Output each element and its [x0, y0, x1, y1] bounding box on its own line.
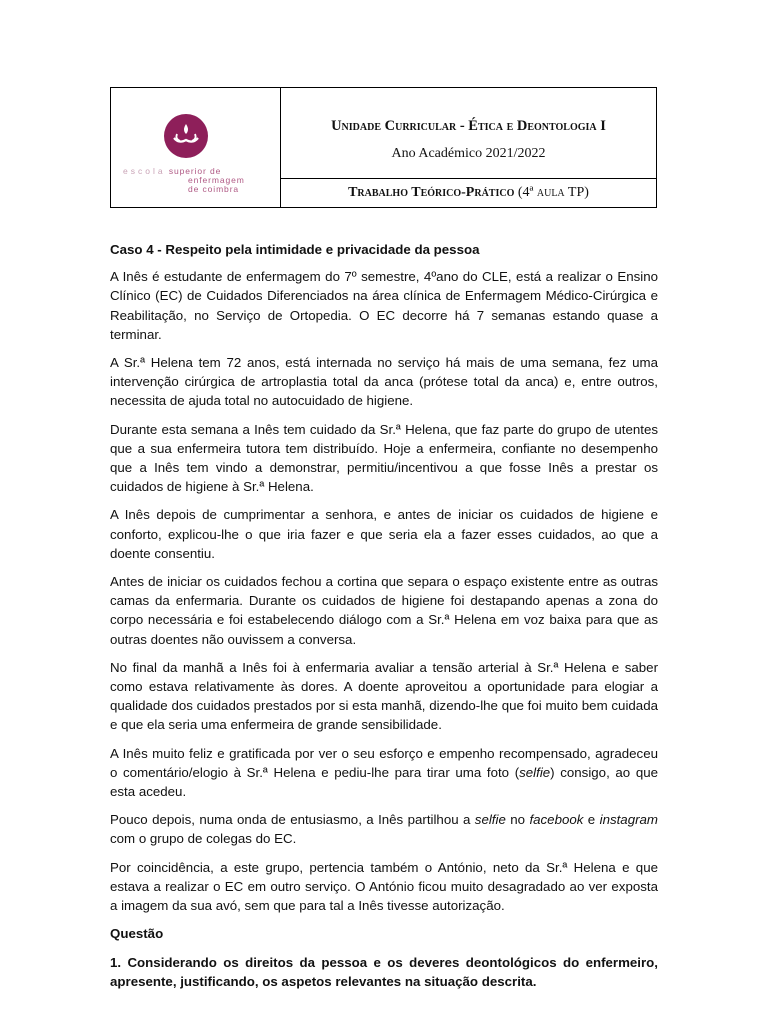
paragraph-2: A Sr.ª Helena tem 72 anos, está internada no serviço há mais de uma semana, fez uma intervenção cirúrgica de artroplastia total da anca (prótese total da anca) e, entre outros, necessita de ajuda total no autocuidado de higiene. — [110, 355, 658, 409]
work-title: Trabalho Teórico-Prático — [348, 185, 515, 200]
logo-wordmark: escola superior de enfermagem de coimbra — [123, 166, 245, 194]
course-block — [281, 88, 656, 179]
question-heading: Questão — [110, 926, 164, 942]
paragraph-7: A Inês muito feliz e gratificada por ver o seu esforço e empenho recompensado, agradeceu o comentário/elogio à Sr.ª Helena e pediu-lhe para tirar uma foto (selfie) consigo, ao que esta acedeu. — [110, 745, 658, 800]
paragraph-8: Pouco depois, numa onda de entusiasmo, a Inês partilhou a selfie no facebook e instagram com o grupo de colegas do EC. — [110, 812, 658, 847]
paragraph-5: Antes de iniciar os cuidados fechou a cortina que separa o espaço existente entre as outras camas da enfermaria. Durante os cuidados de higiene foi destapando apenas a zona do corpo necessária e foi estabelecendo diálogo com a Sr.ª Helena em voz baixa para que as outras doentes não ouvissem a conversa. — [110, 574, 658, 647]
work-title-block — [281, 179, 656, 207]
school-emblem-icon — [164, 114, 208, 158]
paragraph-6: No final da manhã a Inês foi à enfermaria avaliar a tensão arterial à Sr.ª Helena e saber como estava relativamente às dores. A doente aproveitou a oportunidade para elogiar a qualidade dos cuidados prestados por si esta manhã, dizendo-lhe que foi muito bem cuidada e que ela seria uma enfermeira de grande sensibilidade. — [110, 659, 658, 733]
course-title: Unidade Curricular - Ética e Deontologia I — [331, 118, 606, 134]
case-heading: Caso 4 - Respeito pela intimidade e privacidade da pessoa — [110, 242, 480, 257]
logo — [111, 88, 281, 207]
question-1: 1. Considerando os direitos da pessoa e os deveres deontológicos do enfermeiro, apresente, justificando, os aspetos relevantes na situação descrita. — [110, 954, 658, 989]
paragraph-4: A Inês depois de cumprimentar a senhora, e antes de iniciar os cuidados de higiene e conforto, explicou-lhe o que iria fazer e que seria ela a fazer esses cuidados, ao que a doente consentiu. — [110, 507, 658, 561]
paragraph-3: Durante esta semana a Inês tem cuidado da Sr.ª Helena, que faz parte do grupo de utentes que a sua enfermeira tutora tem distribuído. Hoje a enfermeira, confiante no desempenho que a Inês tem vindo a demonstrar, permitiu/incentivou a que fosse Inês a prestar os cuidados de higiene à Sr.ª Helena. — [110, 421, 658, 495]
document-body — [110, 240, 658, 1000]
paragraph-9: Por coincidência, a este grupo, pertencia também o António, neto da Sr.ª Helena e que estava a realizar o EC em outro serviço. O António ficou muito desagradado ao ver exposta a imagem da sua avó, sem que para tal a Inês tivesse autorização. — [110, 859, 658, 914]
academic-year: Ano Académico 2021/2022 — [391, 146, 546, 161]
paragraph-1: A Inês é estudante de enfermagem do 7º semestre, 4ºano do CLE, está a realizar o Ensino Clínico (EC) de Cuidados Diferenciados na área clínica de Enfermagem Médico-Cirúrgica e Reabilitação, no Serviço de Ortopedia. O EC decorre há 7 semanas estando quase a terminar. — [110, 269, 658, 342]
title-cell — [281, 88, 656, 207]
work-subtitle: (4ª aula TP) — [517, 185, 589, 200]
header-table — [110, 87, 657, 208]
